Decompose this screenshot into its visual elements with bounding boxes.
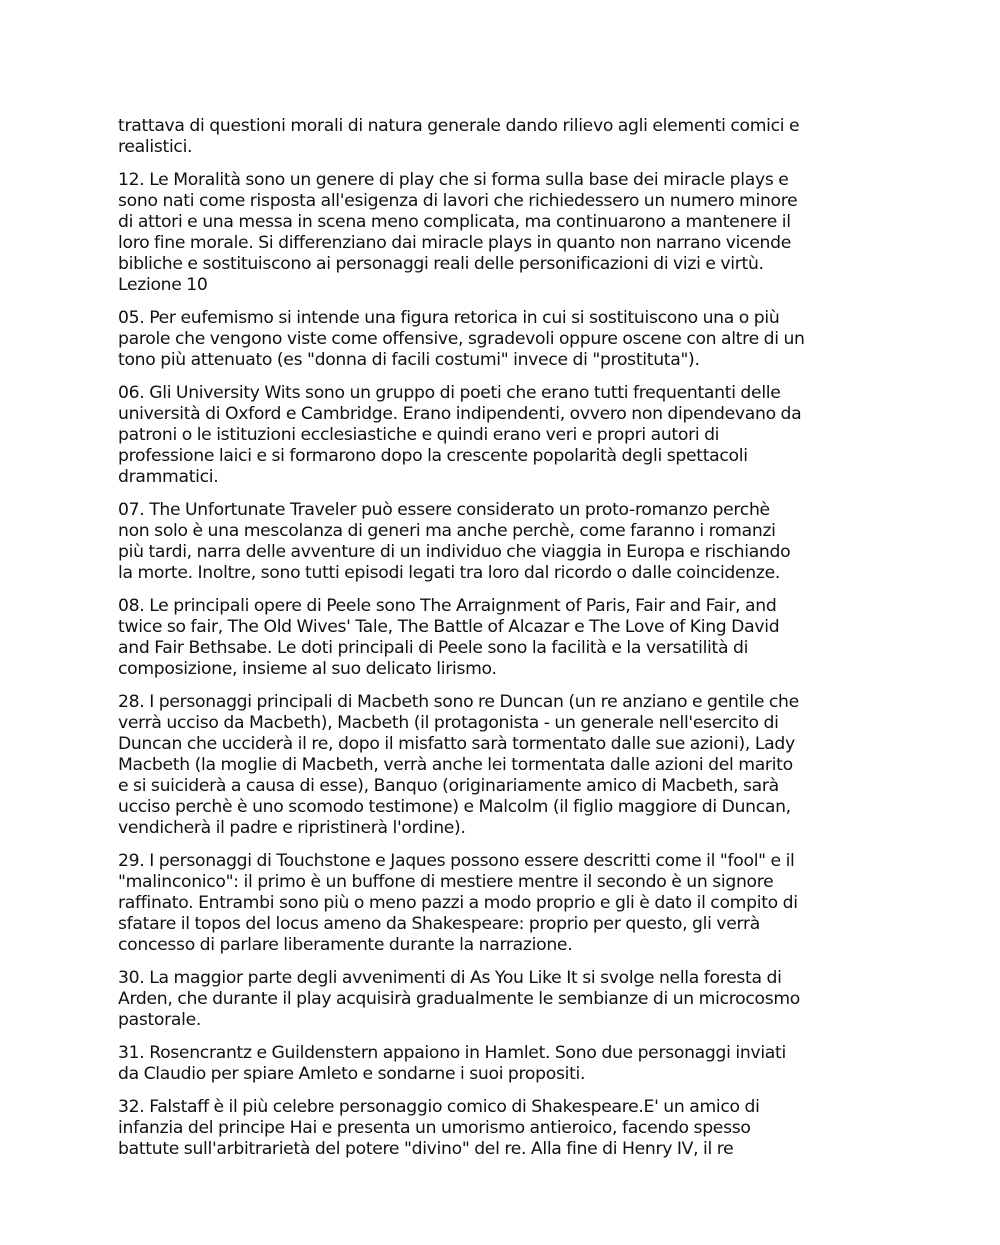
- text-line: Arden, che durante il play acquisirà gradualmente le sembianze di un microcosmo: [118, 989, 801, 1009]
- text-line: battute sull'arbitrarietà del potere "divino" del re. Alla fine di Henry IV, il re: [118, 1139, 734, 1159]
- text-line: realistici.: [118, 137, 193, 157]
- text-line: loro fine morale. Si differenziano dai miracle plays in quanto non narrano vicende: [118, 233, 792, 253]
- text-line: Duncan che ucciderà il re, dopo il misfatto sarà tormentato dalle sue azioni), Lady: [118, 734, 795, 754]
- text-line: ucciso perchè è uno scomodo testimone) e Malcolm (il figlio maggiore di Duncan,: [118, 797, 791, 817]
- paragraph: [118, 308, 886, 371]
- text-line: verrà ucciso da Macbeth), Macbeth (il protagonista - un generale nell'esercito di: [118, 713, 779, 733]
- text-line: e si suiciderà a causa di esse), Banquo (originariamente amico di Macbeth, sarà: [118, 776, 779, 796]
- text-line: la morte. Inoltre, sono tutti episodi legati tra loro dal ricordo o dalle coincidenze.: [118, 563, 781, 583]
- text-line: "malinconico": il primo è un buffone di mestiere mentre il secondo è un signore: [118, 872, 774, 892]
- text-line: 30. La maggior parte degli avvenimenti di As You Like It si svolge nella foresta di: [118, 968, 782, 988]
- paragraph: [118, 692, 886, 839]
- paragraph: [118, 170, 886, 296]
- text-line: professione laici e si formarono dopo la crescente popolarità degli spettacoli: [118, 446, 748, 466]
- paragraph: [118, 1097, 886, 1160]
- text-line: da Claudio per spiare Amleto e sondarne i suoi propositi.: [118, 1064, 586, 1084]
- text-line: vendicherà il padre e ripristinerà l'ordine).: [118, 818, 466, 838]
- text-line: parole che vengono viste come offensive, sgradevoli oppure oscene con altre di un: [118, 329, 805, 349]
- text-line: bibliche e sostituiscono ai personaggi reali delle personificazioni di vizi e virtù.: [118, 254, 764, 274]
- text-line: 31. Rosencrantz e Guildenstern appaiono in Hamlet. Sono due personaggi inviati: [118, 1043, 786, 1063]
- paragraph: [118, 116, 886, 158]
- text-line: più tardi, narra delle avventure di un individuo che viaggia in Europa e rischiando: [118, 542, 791, 562]
- text-line: concesso di parlare liberamente durante la narrazione.: [118, 935, 573, 955]
- document-body: [118, 116, 886, 1172]
- text-line: infanzia del principe Hai e presenta un umorismo antieroico, facendo spesso: [118, 1118, 751, 1138]
- text-line: di attori e una messa in scena meno complicata, ma continuarono a mantenere il: [118, 212, 791, 232]
- paragraph: [118, 1043, 886, 1085]
- text-line: 29. I personaggi di Touchstone e Jaques possono essere descritti come il "fool" e il: [118, 851, 795, 871]
- text-line: patroni o le istituzioni ecclesiastiche e quindi erano veri e propri autori di: [118, 425, 720, 445]
- paragraph: [118, 383, 886, 488]
- text-line: Macbeth (la moglie di Macbeth, verrà anche lei tormentata dalle azioni del marito: [118, 755, 793, 775]
- text-line: and Fair Bethsabe. Le doti principali di Peele sono la facilità e la versatilità di: [118, 638, 749, 658]
- text-line: 05. Per eufemismo si intende una figura retorica in cui si sostituiscono una o più: [118, 308, 780, 328]
- text-line: pastorale.: [118, 1010, 202, 1030]
- text-line: non solo è una mescolanza di generi ma anche perchè, come faranno i romanzi: [118, 521, 776, 541]
- text-line: tono più attenuato (es "donna di facili costumi" invece di "prostituta").: [118, 350, 700, 370]
- text-line: 06. Gli University Wits sono un gruppo di poeti che erano tutti frequentanti delle: [118, 383, 781, 403]
- text-line: 28. I personaggi principali di Macbeth sono re Duncan (un re anziano e gentile che: [118, 692, 799, 712]
- text-line: sono nati come risposta all'esigenza di lavori che richiedessero un numero minore: [118, 191, 798, 211]
- paragraph: [118, 851, 886, 956]
- text-line: 12. Le Moralità sono un genere di play che si forma sulla base dei miracle plays e: [118, 170, 789, 190]
- text-line: università di Oxford e Cambridge. Erano indipendenti, ovvero non dipendevano da: [118, 404, 802, 424]
- paragraph: [118, 596, 886, 680]
- text-line: Lezione 10: [118, 275, 208, 295]
- text-line: 07. The Unfortunate Traveler può essere considerato un proto-romanzo perchè: [118, 500, 770, 520]
- text-line: 32. Falstaff è il più celebre personaggio comico di Shakespeare.E' un amico di: [118, 1097, 760, 1117]
- text-line: sfatare il topos del locus ameno da Shakespeare: proprio per questo, gli verrà: [118, 914, 760, 934]
- text-line: drammatici.: [118, 467, 219, 487]
- paragraph: [118, 500, 886, 584]
- text-line: twice so fair, The Old Wives' Tale, The Battle of Alcazar e The Love of King David: [118, 617, 780, 637]
- paragraph: [118, 968, 886, 1031]
- text-line: raffinato. Entrambi sono più o meno pazzi a modo proprio e gli è dato il compito di: [118, 893, 798, 913]
- text-line: composizione, insieme al suo delicato lirismo.: [118, 659, 497, 679]
- text-line: 08. Le principali opere di Peele sono The Arraignment of Paris, Fair and Fair, and: [118, 596, 777, 616]
- text-line: trattava di questioni morali di natura generale dando rilievo agli elementi comici e: [118, 116, 800, 136]
